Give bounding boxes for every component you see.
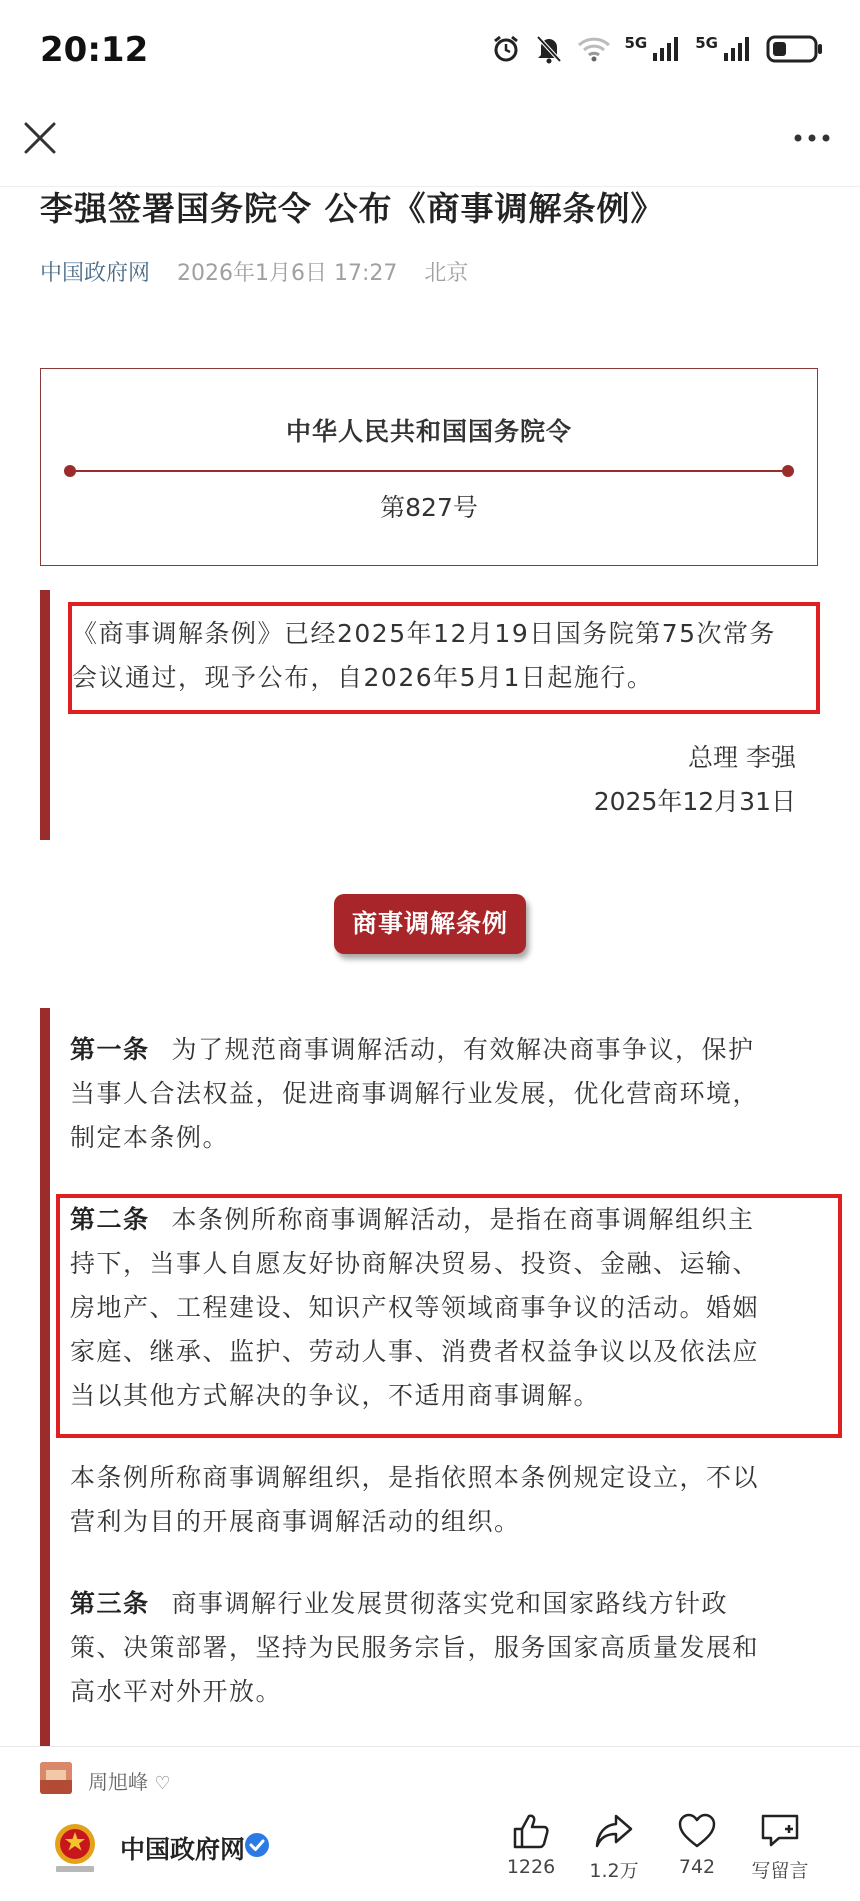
order-heading: 中华人民共和国国务院令: [285, 417, 572, 446]
announcement-bar: [40, 590, 50, 840]
close-icon[interactable]: [22, 120, 58, 156]
article-1: [70, 1028, 830, 1160]
comment-icon: [759, 1812, 801, 1850]
article-line: 当事人合法权益，促进商事调解行业发展，优化营商环境，: [70, 1079, 760, 1108]
org-name[interactable]: 中国政府网: [120, 1835, 246, 1864]
network-label-1: 5G: [624, 34, 648, 52]
article-line: 家庭、继承、监护、劳动人事、消费者权益争议以及依法应: [70, 1337, 760, 1366]
more-icon[interactable]: [792, 128, 832, 148]
signal-icon: [651, 35, 681, 63]
wifi-icon: [577, 36, 611, 62]
favorite-button[interactable]: [652, 1812, 742, 1878]
article-line: 制定本条例。: [70, 1123, 230, 1152]
status-icons: [491, 34, 825, 64]
share-count: 1.2万: [589, 1860, 639, 1882]
heart-outline-icon: ♡: [154, 1773, 171, 1794]
user-name[interactable]: [88, 1766, 171, 1795]
article-label: 第三条: [70, 1589, 150, 1618]
article-line: 商事调解行业发展贯彻落实党和国家路线方针政: [171, 1589, 729, 1618]
article-line: 营利为目的开展商事调解活动的组织。: [70, 1507, 521, 1536]
order-divider: [70, 470, 788, 472]
signature-date: 2025年12月31日: [593, 787, 796, 816]
order-divider-dot-right: [782, 465, 794, 477]
announcement-line: 会议通过，现予公布，自2026年5月1日起施行。: [72, 663, 654, 692]
alarm-icon: [491, 34, 521, 64]
article-meta: [40, 256, 468, 287]
article-title: 李强签署国务院令 公布《商事调解条例》: [40, 189, 665, 228]
network-label-2: 5G: [695, 34, 718, 52]
verified-badge-icon: [244, 1832, 270, 1858]
order-number: 第827号: [380, 493, 478, 522]
thumbs-up-icon: [511, 1812, 551, 1850]
share-button[interactable]: [569, 1812, 659, 1883]
article-date: 2026年1月6日 17:27: [177, 261, 398, 286]
law-title-badge: 商事调解条例: [334, 894, 526, 954]
user-name-text: 周旭峰: [88, 1770, 148, 1794]
comment-button[interactable]: [735, 1812, 825, 1883]
article-line: 高水平对外开放。: [70, 1677, 283, 1706]
articles-bar: [40, 1008, 50, 1746]
bell-muted-icon: [535, 34, 563, 64]
announcement-line: 《商事调解条例》已经2025年12月19日国务院第75次常务: [72, 619, 777, 648]
article-line: 本条例所称商事调解组织，是指依照本条例规定设立，不以: [70, 1463, 760, 1492]
article-label: 第一条: [70, 1035, 150, 1064]
article-line: 当以其他方式解决的争议，不适用商事调解。: [70, 1381, 601, 1410]
signer: 总理 李强: [688, 743, 796, 772]
status-time: 20:12: [40, 30, 149, 70]
like-count: 1226: [506, 1856, 556, 1878]
like-button[interactable]: [486, 1812, 576, 1878]
share-icon: [594, 1812, 634, 1850]
comment-label: 写留言: [751, 1860, 809, 1882]
heart-icon: [677, 1812, 717, 1850]
article-label: 第二条: [70, 1205, 150, 1234]
article-line: 本条例所称商事调解活动，是指在商事调解组织主: [171, 1205, 755, 1234]
order-box: [40, 368, 818, 566]
order-divider-dot-left: [64, 465, 76, 477]
bottom-divider: [0, 1746, 860, 1747]
article-source[interactable]: 中国政府网: [40, 261, 151, 286]
article-line: 为了规范商事调解活动，有效解决商事争议，保护: [171, 1035, 755, 1064]
avatar[interactable]: [40, 1762, 72, 1794]
article-2-para-2: [70, 1456, 830, 1544]
favorite-count: 742: [678, 1856, 716, 1878]
battery-icon: [766, 35, 824, 63]
article-line: 持下，当事人自愿友好协商解决贸易、投资、金融、运输、: [70, 1249, 760, 1278]
article-2: [70, 1198, 830, 1418]
article-line: 策、决策部署，坚持为民服务宗旨，服务国家高质量发展和: [70, 1633, 760, 1662]
announcement-text: [72, 612, 812, 700]
org-logo-icon[interactable]: [44, 1818, 106, 1880]
article-line: 房地产、工程建设、知识产权等领域商事争议的活动。婚姻: [70, 1293, 760, 1322]
article-location: 北京: [424, 261, 469, 286]
signal-icon: [722, 35, 752, 63]
article-3: [70, 1582, 830, 1714]
